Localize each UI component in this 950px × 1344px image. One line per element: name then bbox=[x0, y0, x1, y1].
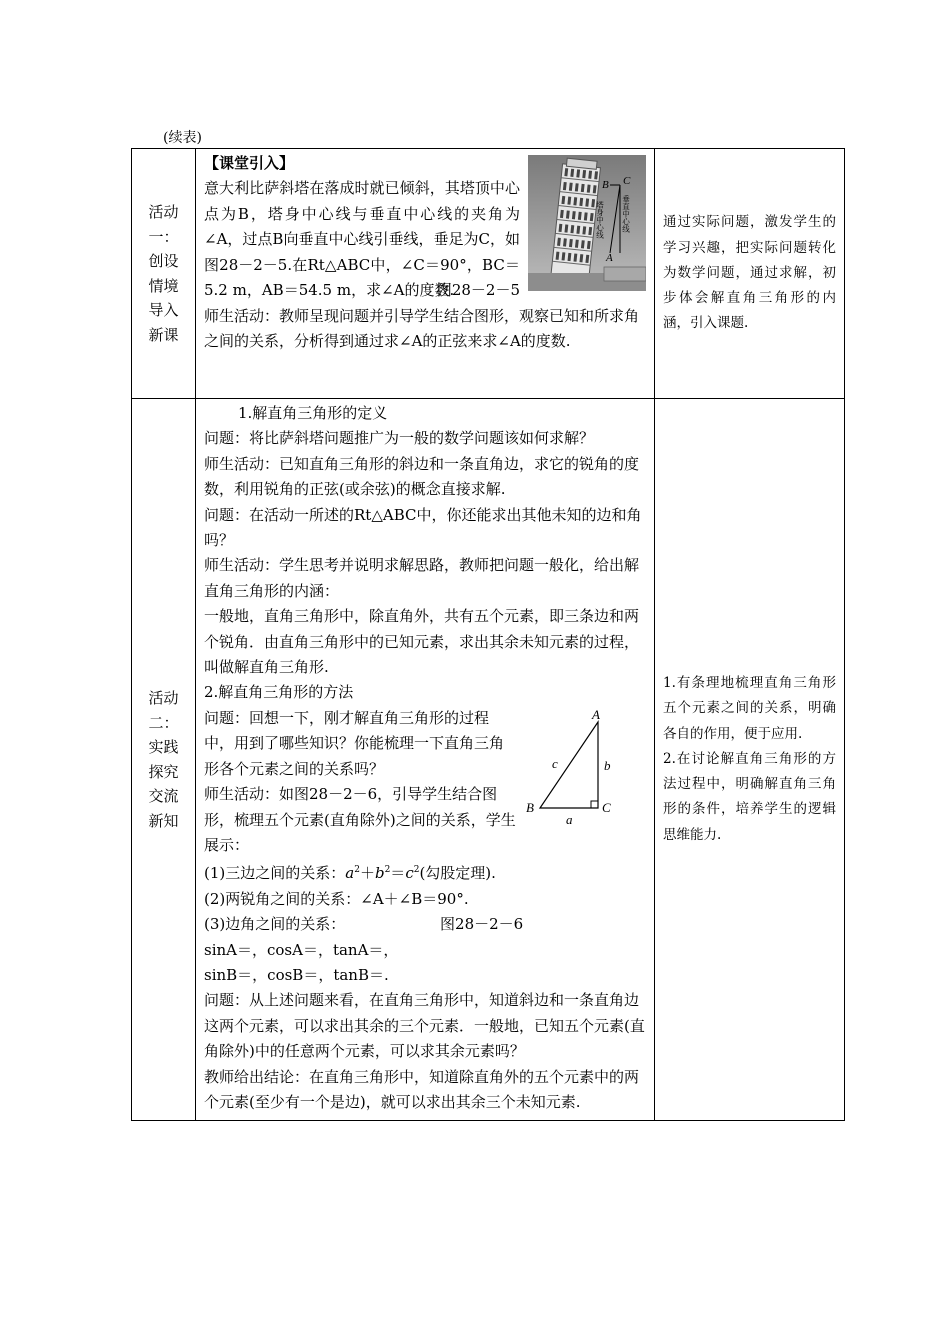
relation-sides-prefix: (1)三边之间的关系： bbox=[204, 864, 346, 883]
figure-caption: 图28－2－6 bbox=[440, 915, 524, 934]
relation-sides-suffix: (勾股定理). bbox=[419, 864, 496, 883]
paragraph: 一般地，直角三角形中，除直角外，共有五个元素，即三条边和两个锐角．由直角三角形中的已知元素，求出其余未知元素的过程，叫做解直角三角形. bbox=[204, 607, 640, 677]
trig-relations-b: sinB＝，cosB＝，tanB＝. bbox=[204, 965, 389, 984]
activity-content-cell bbox=[196, 399, 655, 1121]
paragraph: 问题：从上述问题来看，在直角三角形中，知道斜边和一条直角边这两个元素，可以求出其余的三个元素．一般地，已知五个元素(直角除外)中的任意两个元素，可以求其余元素吗？ bbox=[204, 991, 645, 1061]
side-label-b: b bbox=[604, 757, 611, 773]
activity-label-line: 新课 bbox=[148, 325, 179, 344]
vertex-label-a: A bbox=[592, 707, 600, 722]
side-label-c: c bbox=[552, 755, 558, 771]
paragraph: 师生活动：已知直角三角形的斜边和一条直角边，求它的锐角的度数，利用锐角的正弦(或余弦)的概念直接求解. bbox=[204, 454, 640, 499]
lesson-table bbox=[131, 148, 845, 1121]
tower-label-a: A bbox=[606, 252, 613, 264]
tower-centerline-label: 塔身中心线 bbox=[595, 201, 605, 239]
section-heading: 【课堂引入】 bbox=[204, 154, 295, 172]
section-title: 2.解直角三角形的方法 bbox=[204, 683, 354, 702]
teacher-activity-text: 师生活动：教师呈现问题并引导学生结合图形，观察已知和所求角之间的关系，分析得到通过求∠A的正弦来求∠A的度数. bbox=[204, 306, 640, 351]
design-intent-cell bbox=[655, 399, 845, 1121]
relation-sides-angles-text: (3)边角之间的关系： bbox=[204, 915, 346, 934]
activity-label-cell bbox=[132, 149, 196, 399]
activity-label-line: 活动 bbox=[148, 203, 179, 221]
activity-content-cell bbox=[196, 149, 655, 399]
trig-relations-a: sinA＝，cosA＝，tanA＝， bbox=[204, 940, 399, 959]
activity-label-line: 情境 bbox=[148, 276, 179, 295]
leaning-tower-figure bbox=[528, 155, 646, 291]
relation-angles: (2)两锐角之间的关系：∠A＋∠B＝90°. bbox=[204, 889, 469, 908]
side-label-a: a bbox=[566, 811, 573, 827]
right-triangle-diagram bbox=[522, 708, 634, 836]
paragraph: 师生活动：学生思考并说明求解思路，教师把问题一般化，给出解直角三角形的内涵： bbox=[204, 556, 640, 600]
paragraph: 问题：将比萨斜塔问题推广为一般的数学问题该如何求解？ bbox=[204, 429, 595, 448]
intro-problem-text: 意大利比萨斜塔在落成时就已倾斜，其塔顶中心点为B，塔身中心线与垂直中心线的夹角为∠A，过点B向垂直中心线引垂线，垂足为C，如图28－2－5.在Rt△ABC中，∠C＝90°，BC＝5.2 m，AB＝54.5 m，求∠A的度数. bbox=[204, 179, 520, 300]
vertex-label-b: B bbox=[526, 799, 534, 815]
leaning-tower-photo bbox=[528, 155, 646, 291]
design-intent-text: 2.在讨论解直角三角形的方法过程中，明确解直角三角形的条件，培养学生的逻辑思维能力. bbox=[663, 750, 836, 843]
activity-label-line: 一： bbox=[148, 227, 179, 246]
activity-label-line: 探究 bbox=[148, 762, 179, 781]
design-intent-cell bbox=[655, 149, 845, 399]
paragraph: 师生活动：如图28－2－6，引导学生结合图形，梳理五个元素(直角除外)之间的关系，学生展示： bbox=[204, 785, 516, 854]
tower-label-c: C bbox=[623, 175, 631, 187]
design-intent-text: 1.有条理地梳理直角三角形五个元素之间的关系，明确各自的作用，便于应用. bbox=[663, 675, 836, 742]
paragraph: 问题：在活动一所述的Rt△ABC中，你还能求出其他未知的边和角吗？ bbox=[204, 505, 642, 550]
section-title: 1.解直角三角形的定义 bbox=[238, 404, 388, 422]
table-row bbox=[132, 149, 845, 399]
activity-label-cell bbox=[132, 399, 196, 1121]
activity-label-line: 二： bbox=[148, 713, 179, 732]
activity-label-line: 交流 bbox=[148, 787, 179, 805]
activity-label-line: 导入 bbox=[148, 301, 179, 319]
activity-label-line: 活动 bbox=[148, 689, 179, 707]
paragraph: 教师给出结论：在直角三角形中，知道除直角外的五个元素中的两个元素(至少有一个是边)，就可以求出其余三个未知元素. bbox=[204, 1067, 640, 1111]
right-triangle-figure bbox=[522, 708, 634, 836]
design-intent-text: 通过实际问题，激发学生的学习兴趣，把实际问题转化为数学问题，通过求解，初步体会解直角三角形的内涵，引入课题. bbox=[663, 214, 836, 332]
figure-caption: 图28－2－5 bbox=[436, 281, 520, 300]
activity-label-line: 创设 bbox=[148, 252, 179, 270]
continued-label: (续表) bbox=[163, 130, 202, 146]
table-row bbox=[132, 399, 845, 1121]
vertical-centerline-label: 垂直中心线 bbox=[621, 195, 631, 233]
activity-label-line: 实践 bbox=[148, 738, 179, 756]
tower-label-b: B bbox=[602, 179, 609, 191]
vertex-label-c: C bbox=[602, 799, 611, 815]
activity-label-line: 新知 bbox=[148, 811, 179, 830]
relation-sides: (1)三边之间的关系：$a^2+b^2=c^2$(勾股定理). bbox=[204, 864, 496, 883]
relation-sides-angles bbox=[204, 912, 648, 937]
paragraph: 问题：回想一下，刚才解直角三角形的过程中，用到了哪些知识？你能梳理一下直角三角形各个元素之间的关系吗？ bbox=[204, 708, 505, 778]
